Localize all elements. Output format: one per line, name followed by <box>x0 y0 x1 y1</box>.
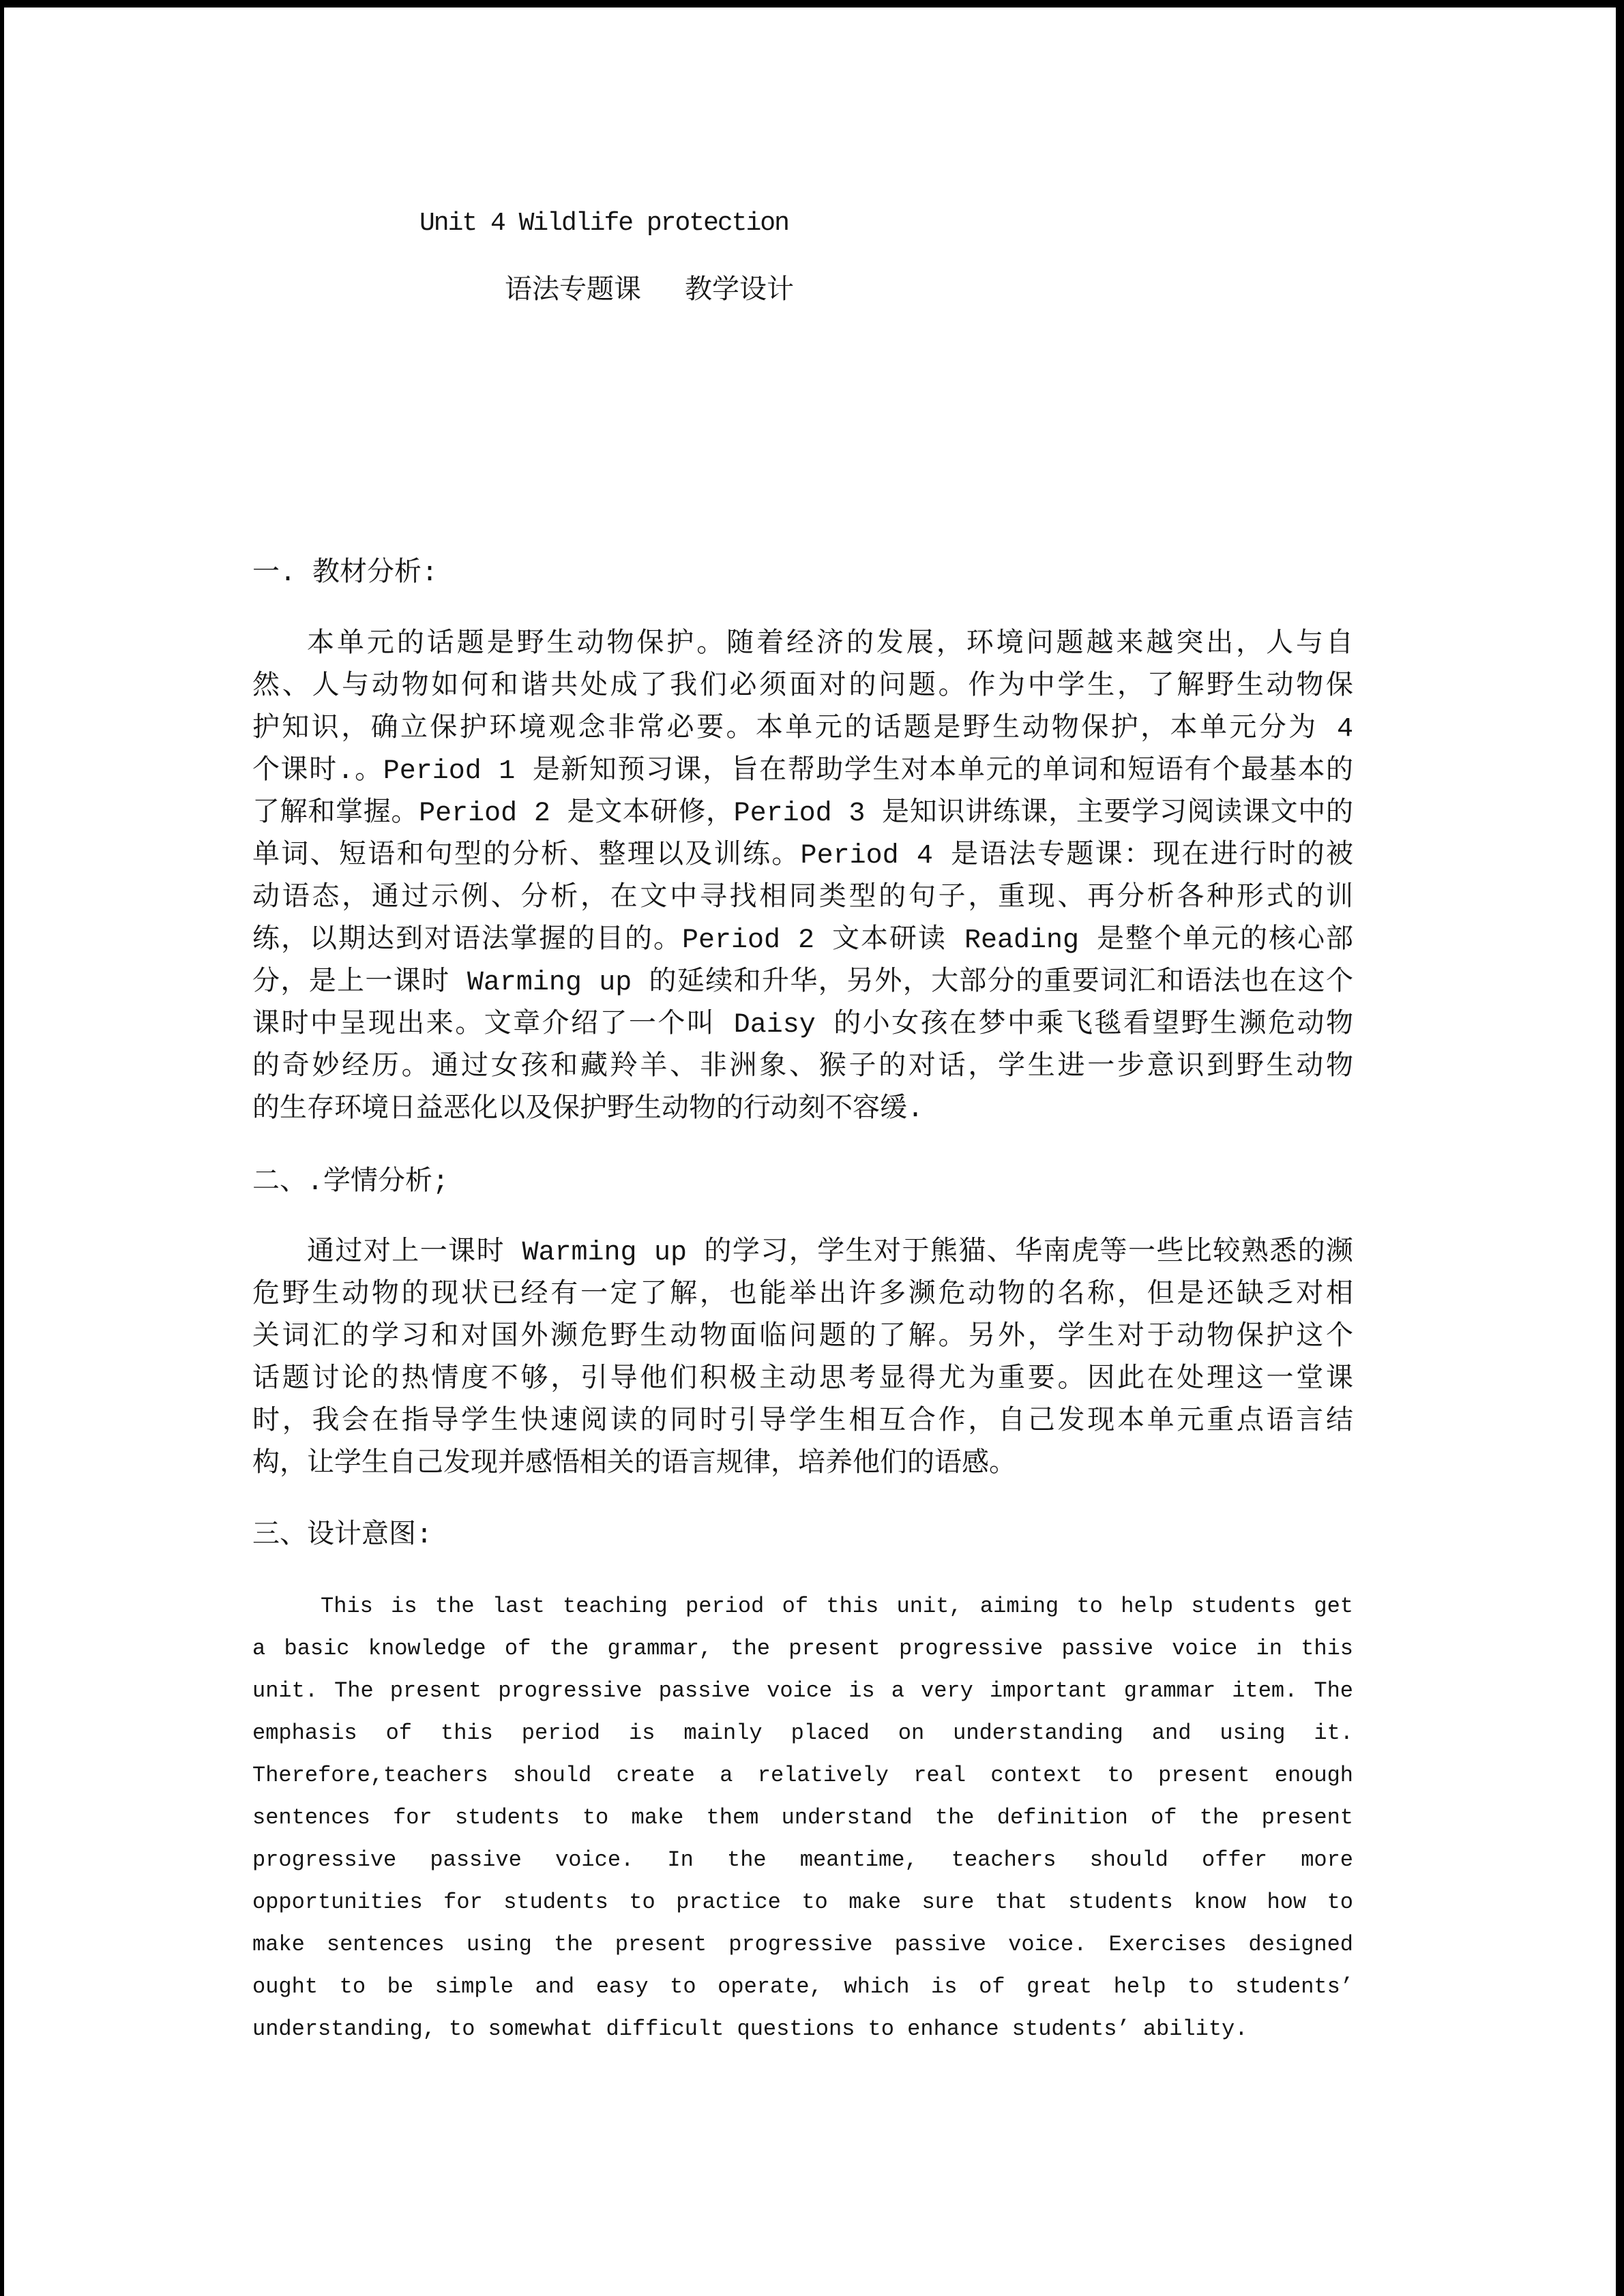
section-heading: 一. 教材分析: <box>252 558 439 589</box>
text-line: ought to be simple and easy to operate, which is of great help to students’ <box>252 1974 1353 1999</box>
text-line: 练，以期达到对语法掌握的目的。Period 2 文本研读 Reading 是整个单元的核心部 <box>252 925 1353 956</box>
text-line: 危野生动物的现状已经有一定了解，也能举出许多濒危动物的名称，但是还缺乏对相 <box>252 1280 1353 1311</box>
text-line: emphasis of this period is mainly placed on understanding and using it. <box>252 1720 1353 1746</box>
text-line: sentences for students to make them understand the definition of the present <box>252 1805 1353 1830</box>
text-line: 个课时.。Period 1 是新知预习课，旨在帮助学生对本单元的单词和短语有个最基本的 <box>252 756 1353 787</box>
text-line: 本单元的话题是野生动物保护。随着经济的发展，环境问题越来越突出，人与自 <box>307 629 1353 660</box>
text-line: unit. The present progressive passive voice is a very important grammar item. The <box>252 1678 1353 1703</box>
section-paragraph <box>252 624 1353 1131</box>
text-line: make sentences using the present progressive passive voice. Exercises designed <box>252 1932 1353 1957</box>
text-line: 话题讨论的热情度不够，引导他们积极主动思考显得尤为重要。因此在处理这一堂课 <box>252 1365 1353 1395</box>
text-line: 动语态，通过示例、分析，在文中寻找相同类型的句子，重现、再分析各种形式的训 <box>252 883 1353 914</box>
text-line: 护知识，确立保护环境观念非常必要。本单元的话题是野生动物保护，本单元分为 4 <box>252 714 1353 745</box>
text-line: 的生存环境日益恶化以及保护野生动物的行动刻不容缓. <box>252 1094 924 1125</box>
text-line: 单词、短语和句型的分析、整理以及训练。Period 4 是语法专题课：现在进行时的被 <box>252 841 1353 871</box>
text-line: 时，我会在指导学生快速阅读的同时引导学生相互合作，自己发现本单元重点语言结 <box>252 1407 1353 1437</box>
text-line: a basic knowledge of the grammar, the present progressive passive voice in this <box>252 1636 1353 1661</box>
text-line: opportunities for students to practice to make sure that students know how to <box>252 1890 1353 1915</box>
text-line: 构，让学生自己发现并感悟相关的语言规律，培养他们的语感。 <box>252 1449 1016 1480</box>
text-line: 通过对上一课时 Warming up 的学习，学生对于熊猫、华南虎等一些比较熟悉的濒 <box>307 1238 1353 1268</box>
document-subtitle: 语法专题课 教学设计 <box>505 276 795 307</box>
text-line: 分，是上一课时 Warming up 的延续和升华，另外，大部分的重要词汇和语法也在这个 <box>252 968 1353 998</box>
section-paragraph <box>252 1232 1353 1486</box>
text-line: understanding, to somewhat difficult questions to enhance students’ ability. <box>252 2016 1248 2042</box>
section-design-intention <box>252 1515 1353 2051</box>
document-title: Unit 4 Wildlife protection <box>419 209 788 238</box>
text-line: This is the last teaching period of this unit, aiming to help students get <box>321 1594 1353 1619</box>
text-line: 的奇妙经历。通过女孩和藏羚羊、非洲象、猴子的对话，学生进一步意识到野生动物 <box>252 1052 1353 1083</box>
text-line: 然、人与动物如何和谐共处成了我们必须面对的问题。作为中学生，了解野生动物保 <box>252 672 1353 702</box>
text-line: Therefore,teachers should create a relatively real context to present enough <box>252 1763 1353 1788</box>
section-material-analysis <box>252 553 1353 1131</box>
section-paragraph <box>252 1585 1353 2051</box>
section-learner-analysis <box>252 1162 1353 1486</box>
section-heading: 二、.学情分析; <box>252 1167 449 1198</box>
text-line: 关词汇的学习和对国外濒危野生动物面临问题的了解。另外，学生对于动物保护这个 <box>252 1322 1353 1353</box>
text-line: progressive passive voice. In the meantime, teachers should offer more <box>252 1847 1353 1873</box>
text-line: 课时中呈现出来。文章介绍了一个叫 Daisy 的小女孩在梦中乘飞毯看望野生濒危动物 <box>252 1010 1353 1041</box>
section-heading: 三、设计意图: <box>252 1521 433 1551</box>
text-line: 了解和掌握。Period 2 是文本研修，Period 3 是知识讲练课，主要学习阅读课文中的 <box>252 799 1353 829</box>
